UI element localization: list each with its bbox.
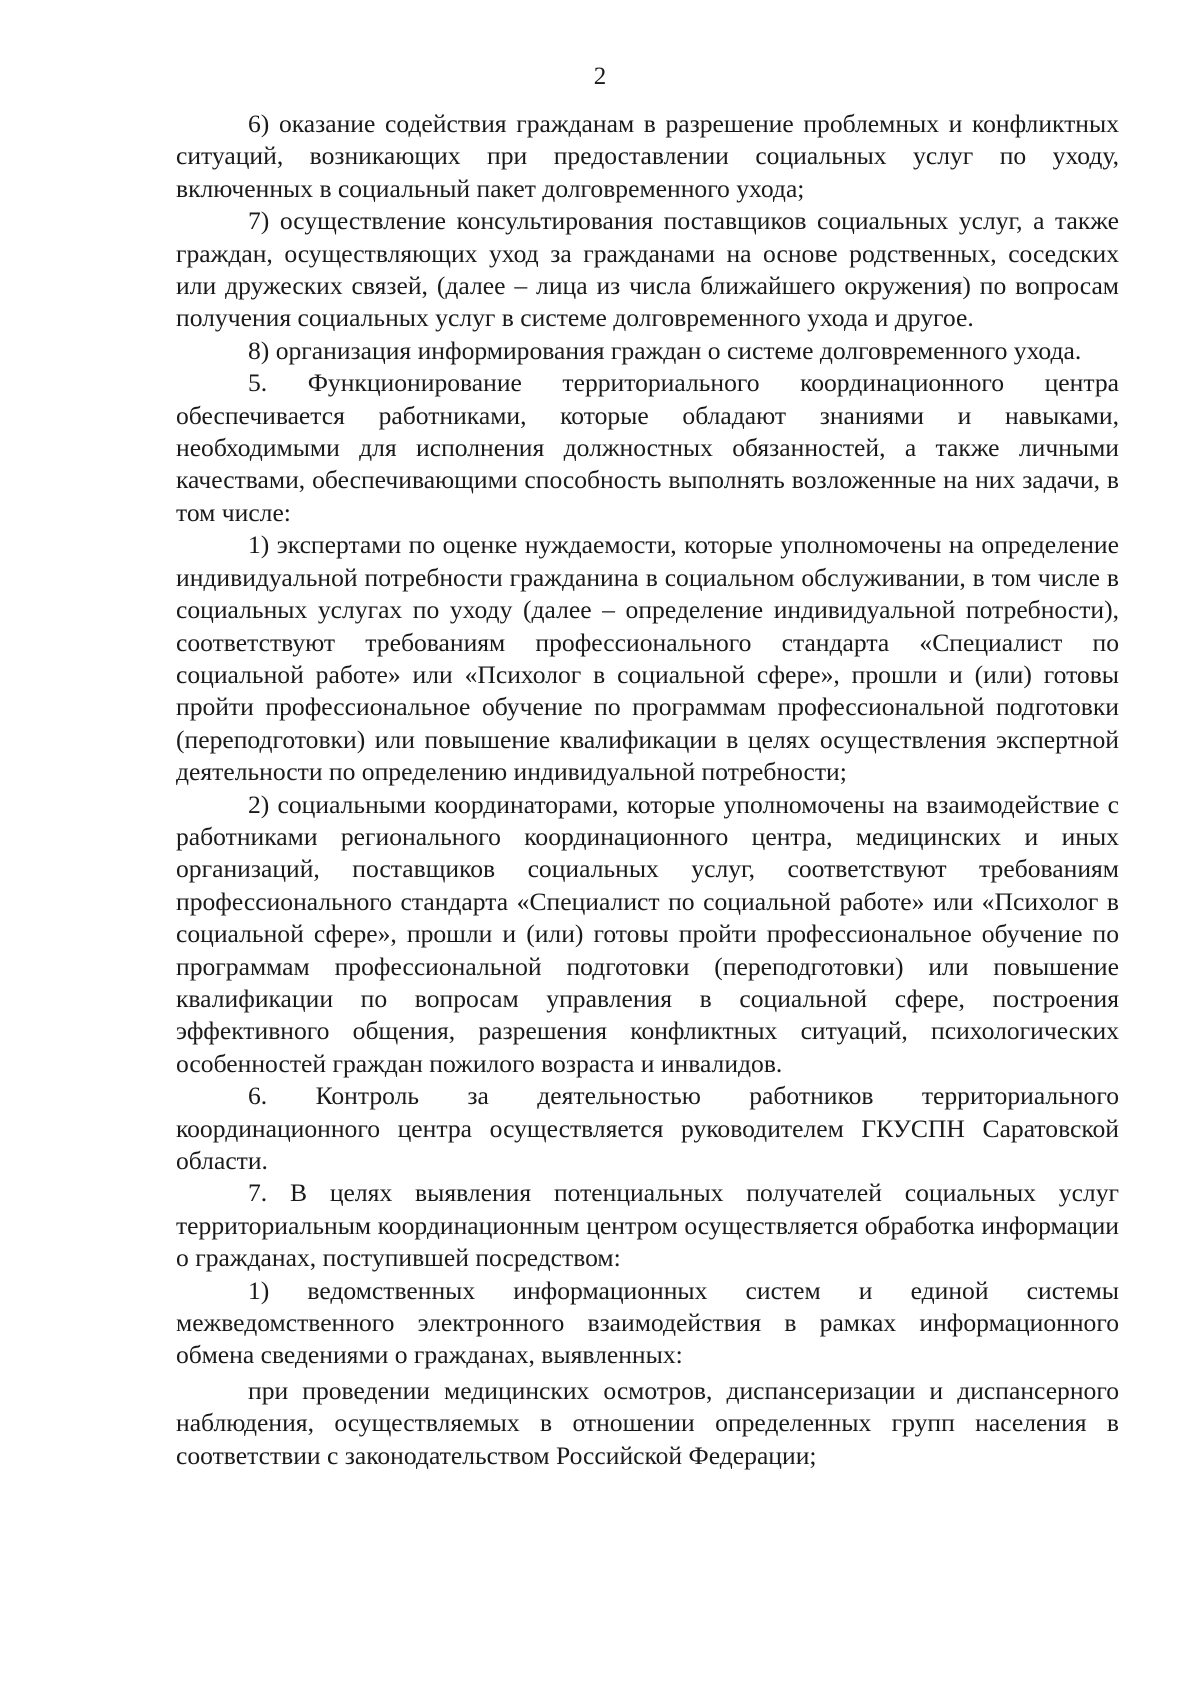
paragraph-section-5-item-2: 2) социальными координаторами, которые уполномочены на взаимодействие с работниками регионального координационного центра, медицинских и иных организаций, поставщиков социальных услуг, соответствуют требованиям профессионального стандарта «Специалист по социальной работе» или «Психолог в социальной сфере», прошли и (или) готовы пройти профессиональное обучение по программам профессиональной подготовки (переподготовки) или повышение квалификации по вопросам управления в социальной сфере, построения эффективного общения, разрешения конфликтных ситуаций, психологических особенностей граждан пожилого возраста и инвалидов. [176, 789, 1119, 1078]
paragraph-section-6: 6. Контроль за деятельностью работников территориального координационного центра осуществляется руководителем ГКУСПН Саратовской области. [176, 1081, 1119, 1175]
paragraph-item-7: 7) осуществление консультирования поставщиков социальных услуг, а также граждан, осуществляющих уход за гражданами на основе родственных, соседских или дружеских связей, (далее – лица из числа ближайшего окружения) по вопросам получения социальных услуг в системе долговременного ухода и другое. [176, 206, 1119, 333]
paragraph-medical-examinations: при проведении медицинских осмотров, диспансеризации и диспансерного наблюдения, осуществляемых в отношении определенных групп населения в соответствии с законодательством Российской Федерации; [176, 1375, 1119, 1470]
page-number: 2 [593, 63, 607, 90]
paragraph-section-5: 5. Функционирование территориального координационного центра обеспечивается работниками, которые обладают знаниями и навыками, необходимыми для исполнения должностных обязанностей, а также личными качествами, обеспечивающими способность выполнять возложенные на них задачи, в том числе: [176, 368, 1119, 527]
paragraph-section-7-item-1: 1) ведомственных информационных систем и единой системы межведомственного электронного взаимодействия в рамках информационного обмена сведениями о гражданах, выявленных: [176, 1275, 1119, 1370]
paragraph-item-6: 6) оказание содействия гражданам в разрешение проблемных и конфликтных ситуаций, возникающих при предоставлении социальных услуг по уходу, включенных в социальный пакет долговременного ухода; [176, 109, 1119, 203]
document-body [176, 108, 1119, 1472]
paragraph-item-8: 8) организация информирования граждан о системе долговременного ухода. [248, 335, 1082, 365]
paragraph-section-5-item-1: 1) экспертами по оценке нуждаемости, которые уполномочены на определение индивидуальной потребности гражданина в социальном обслуживании, в том числе в социальных услугах по уходу (далее – определение индивидуальной потребности), соответствуют требованиям профессионального стандарта «Специалист по социальной работе» или «Психолог в социальной сфере», прошли и (или) готовы пройти профессиональное обучение по программам профессиональной подготовки (переподготовки) или повышение квалификации в целях осуществления экспертной деятельности по определению индивидуальной потребности; [176, 530, 1119, 787]
paragraph-section-7: 7. В целях выявления потенциальных получателей социальных услуг территориальным координационным центром осуществляется обработка информации о гражданах, поступившей посредством: [176, 1178, 1119, 1273]
